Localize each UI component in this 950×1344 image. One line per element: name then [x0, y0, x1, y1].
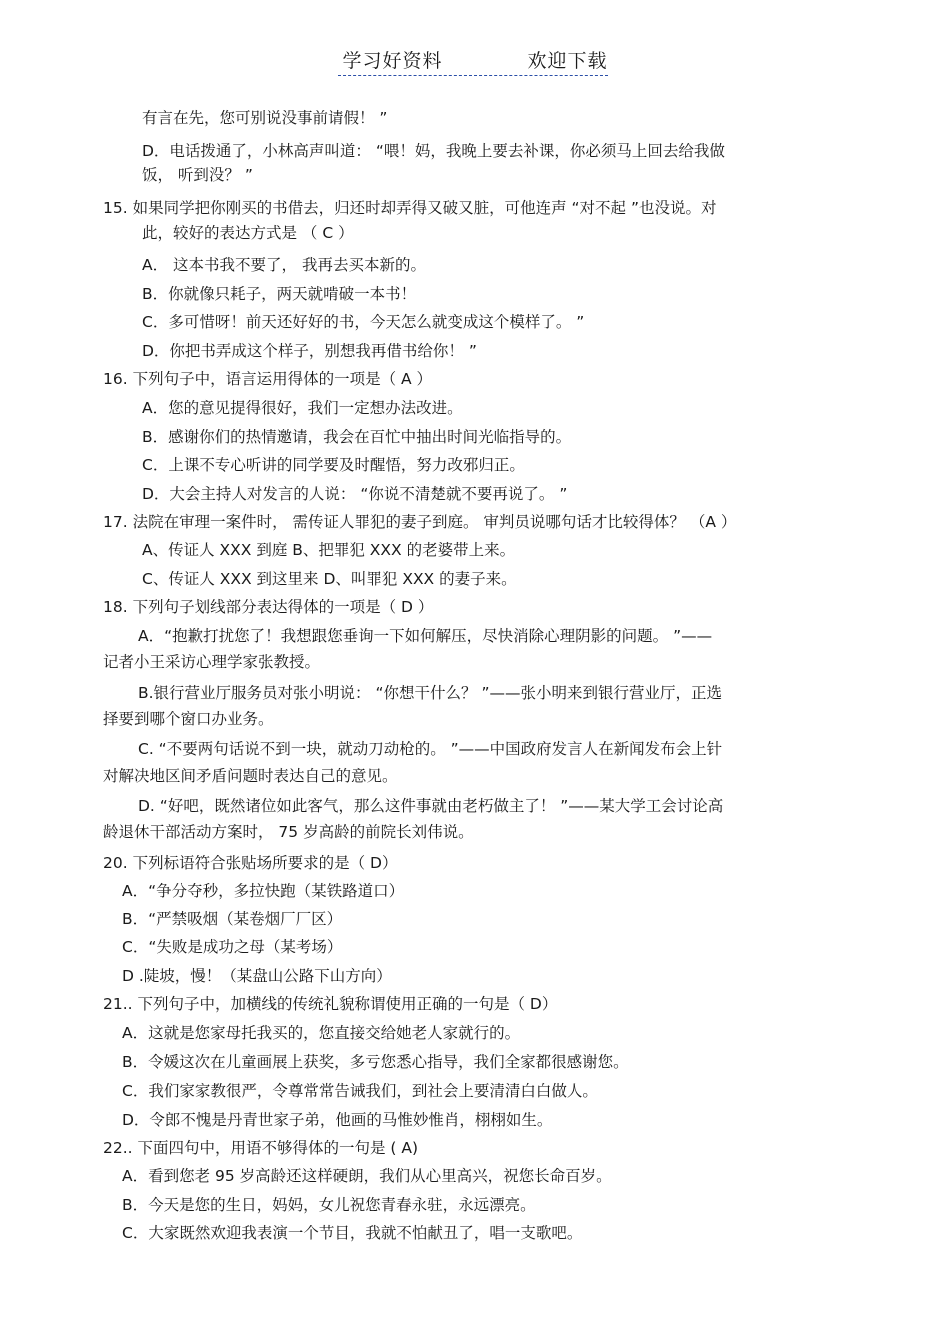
text-line: B．令媛这次在儿童画展上获奖，多亏您悉心指导，我们全家都很感谢您。: [122, 1053, 629, 1071]
text-line: D．你把书弄成这个样子，别想我再借书给你！ ”: [142, 342, 477, 360]
text-line: D. “好吧，既然诸位如此客气，那么这件事就由老朽做主了！ ”——某大学工会讨论高: [138, 797, 724, 815]
text-line: A．“抱歉打扰您了！我想跟您垂询一下如何解压，尽快消除心理阴影的问题。 ”——: [138, 627, 713, 645]
text-line: 21.. 下列句子中，加横线的传统礼貌称谓使用正确的一句是（ D）: [103, 995, 558, 1013]
header-left-text: 学习好资料: [342, 50, 443, 72]
text-line: B．今天是您的生日，妈妈，女儿祝您青春永驻，永远漂亮。: [122, 1196, 536, 1214]
text-line: A．“争分夺秒，多拉快跑（某铁路道口）: [122, 882, 405, 900]
text-line: C．多可惜呀！前天还好好的书，今天怎么就变成这个模样了。 ”: [142, 313, 585, 331]
text-line: 龄退休干部活动方案时， 75 岁高龄的前院长刘伟说。: [103, 823, 474, 841]
text-line: C. “不要两句话说不到一块，就动刀动枪的。 ”——中国政府发言人在新闻发布会上针: [138, 740, 723, 758]
text-line: C．“失败是成功之母（某考场）: [122, 938, 343, 956]
text-line: A．这就是您家母托我买的，您直接交给她老人家就行的。: [122, 1024, 521, 1042]
page-header: [0, 46, 950, 73]
text-line: 有言在先，您可别说没事前请假！ ”: [142, 109, 388, 127]
text-line: C．大家既然欢迎我表演一个节目，我就不怕献丑了，唱一支歌吧。: [122, 1224, 583, 1242]
text-line: A． 这本书我不要了， 我再去买本新的。: [142, 256, 426, 274]
text-line: D .陡坡，慢！（某盘山公路下山方向）: [122, 967, 392, 985]
text-line: 18. 下列句子划线部分表达得体的一项是（ D ）: [103, 598, 434, 616]
text-line: D．电话拨通了，小林高声叫道： “喂！妈，我晚上要去补课，你必须马上回去给我做: [142, 142, 725, 160]
text-line: 择要到哪个窗口办业务。: [103, 710, 274, 728]
text-line: B.银行营业厅服务员对张小明说： “你想干什么？ ”——张小明来到银行营业厅，正选: [138, 684, 722, 702]
text-line: D．令郎不愧是丹青世家子弟，他画的马惟妙惟肖，栩栩如生。: [122, 1111, 553, 1129]
text-line: 此，较好的表达方式是 （ C ）: [142, 224, 354, 242]
text-line: B．你就像只耗子，两天就啃破一本书！: [142, 285, 417, 303]
text-line: C．上课不专心听讲的同学要及时醒悟，努力改邪归正。: [142, 456, 525, 474]
header-underline: [338, 75, 608, 76]
text-line: A．您的意见提得很好，我们一定想办法改进。: [142, 399, 463, 417]
text-line: B．“严禁吸烟（某卷烟厂厂区）: [122, 910, 343, 928]
text-line: 记者小王采访心理学家张教授。: [103, 653, 321, 671]
header-right-text: 欢迎下载: [527, 50, 608, 72]
text-line: C、传证人 XXX 到这里来 D、叫罪犯 XXX 的妻子来。: [142, 570, 517, 588]
text-line: D．大会主持人对发言的人说： “你说不清楚就不要再说了。 ”: [142, 485, 568, 503]
text-line: 对解决地区间矛盾问题时表达自己的意见。: [103, 767, 398, 785]
text-line: A、传证人 XXX 到庭 B、把罪犯 XXX 的老婆带上来。: [142, 541, 516, 559]
text-line: B．感谢你们的热情邀请，我会在百忙中抽出时间光临指导的。: [142, 428, 572, 446]
text-line: 20. 下列标语符合张贴场所要求的是（ D）: [103, 854, 398, 872]
text-line: 22.. 下面四句中，用语不够得体的一句是 ( A): [103, 1139, 419, 1157]
text-line: C．我们家家教很严，令尊常常告诫我们，到社会上要清清白白做人。: [122, 1082, 598, 1100]
text-line: 饭， 听到没？ ”: [142, 166, 253, 184]
text-line: A．看到您老 95 岁高龄还这样硬朗，我们从心里高兴，祝您长命百岁。: [122, 1167, 612, 1185]
text-line: 15. 如果同学把你刚买的书借去，归还时却弄得又破又脏，可他连声 “对不起 ”也没说。对: [103, 199, 717, 217]
text-line: 17. 法院在审理一案件时， 需传证人罪犯的妻子到庭。 审判员说哪句话才比较得体？ （A ）: [103, 513, 737, 531]
text-line: 16. 下列句子中，语言运用得体的一项是（ A ）: [103, 370, 433, 388]
